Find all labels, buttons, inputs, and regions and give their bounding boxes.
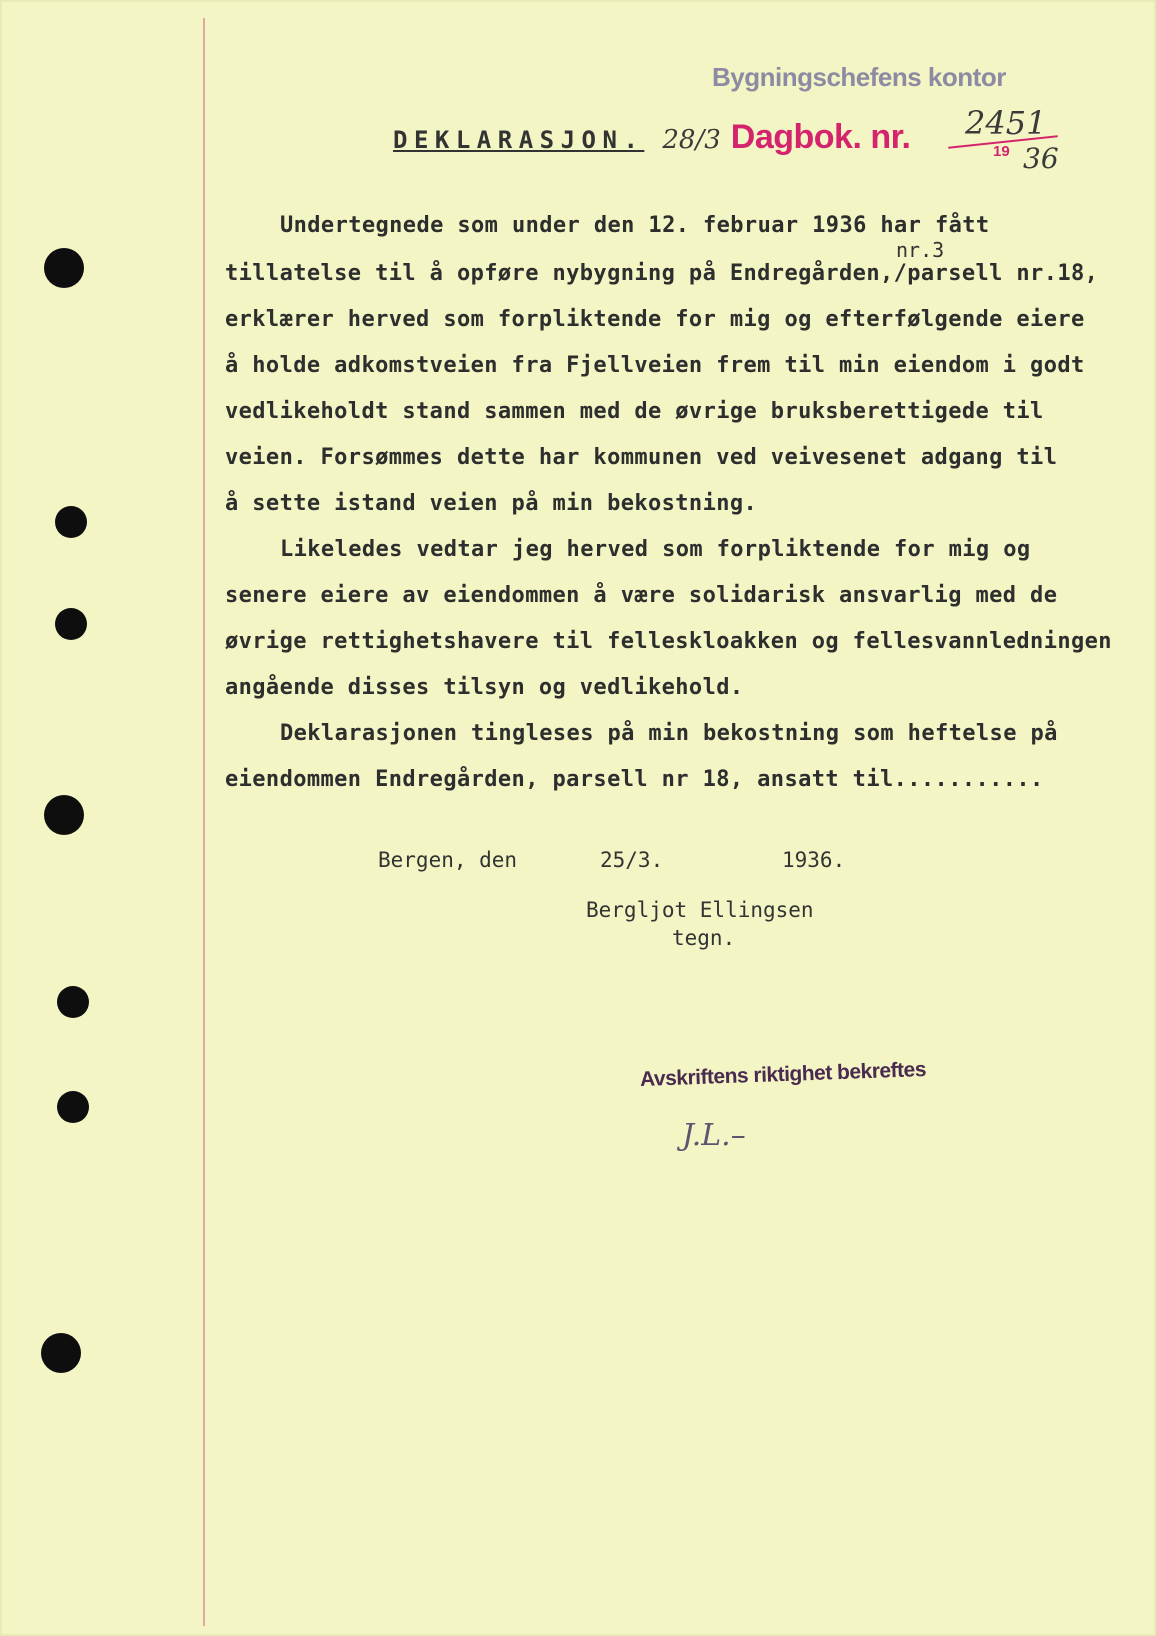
body-line: angående disses tilsyn og vedlikehold. <box>225 675 744 700</box>
body-line: senere eiere av eiendommen å være solidarisk ansvarlig med de <box>225 583 1058 608</box>
dateline-year: 1936. <box>782 848 846 872</box>
body-line: å sette istand veien på min bekostning. <box>225 491 758 516</box>
body-line: Likeledes vedtar jeg herved som forpliktende for mig og <box>280 537 1031 562</box>
certification-stamp: Avskriftens riktighet bekreftes <box>639 1058 927 1091</box>
body-line: Undertegnede som under den 12. februar 1936 har fått <box>280 213 990 238</box>
punch-hole <box>41 1333 81 1373</box>
year-stamp: 19 <box>993 143 1010 160</box>
body-line: øvrige rettighetshavere til felleskloakken og fellesvannledningen <box>225 629 1112 654</box>
document-title: DEKLARASJON. <box>393 126 645 154</box>
dagbok-stamp: Dagbok. nr. <box>730 118 911 156</box>
year-handwritten: 36 <box>1023 142 1059 175</box>
handwritten-insertion: nr.3 <box>896 238 945 262</box>
punch-hole <box>55 506 87 538</box>
dateline-place: Bergen, den <box>378 848 518 872</box>
body-line: tillatelse til å opføre nybygning på Endregården,/parsell nr.18, <box>225 261 1099 286</box>
signature-note: tegn. <box>672 926 736 950</box>
body-line: eiendommen Endregården, parsell nr 18, ansatt til........... <box>225 767 1044 792</box>
title-row <box>393 118 910 157</box>
body-line: å holde adkomstveien fra Fjellveien frem til min eiendom i godt <box>225 353 1085 378</box>
body-line: veien. Forsømmes dette har kommunen ved veivesenet adgang til <box>225 445 1058 470</box>
body-line: erklærer herved som forpliktende for mig og efterfølgende eiere <box>225 307 1085 332</box>
punch-hole <box>57 986 89 1018</box>
signature-name: Bergljot Ellingsen <box>586 898 814 922</box>
office-stamp: Bygningschefens kontor <box>712 62 1006 92</box>
margin-line <box>203 18 205 1626</box>
handwritten-initials: J.L.– <box>682 1118 746 1153</box>
punch-hole <box>44 795 84 835</box>
punch-hole <box>57 1091 89 1123</box>
handwritten-date: 28/3 <box>662 125 721 155</box>
dagbok-number: 2451 <box>965 104 1047 142</box>
dateline-date: 25/3. <box>600 848 664 872</box>
body-line: Deklarasjonen tingleses på min bekostning som heftelse på <box>280 721 1058 746</box>
punch-hole <box>44 248 84 288</box>
body-line: vedlikeholdt stand sammen med de øvrige bruksberettigede til <box>225 399 1044 424</box>
punch-hole <box>55 608 87 640</box>
